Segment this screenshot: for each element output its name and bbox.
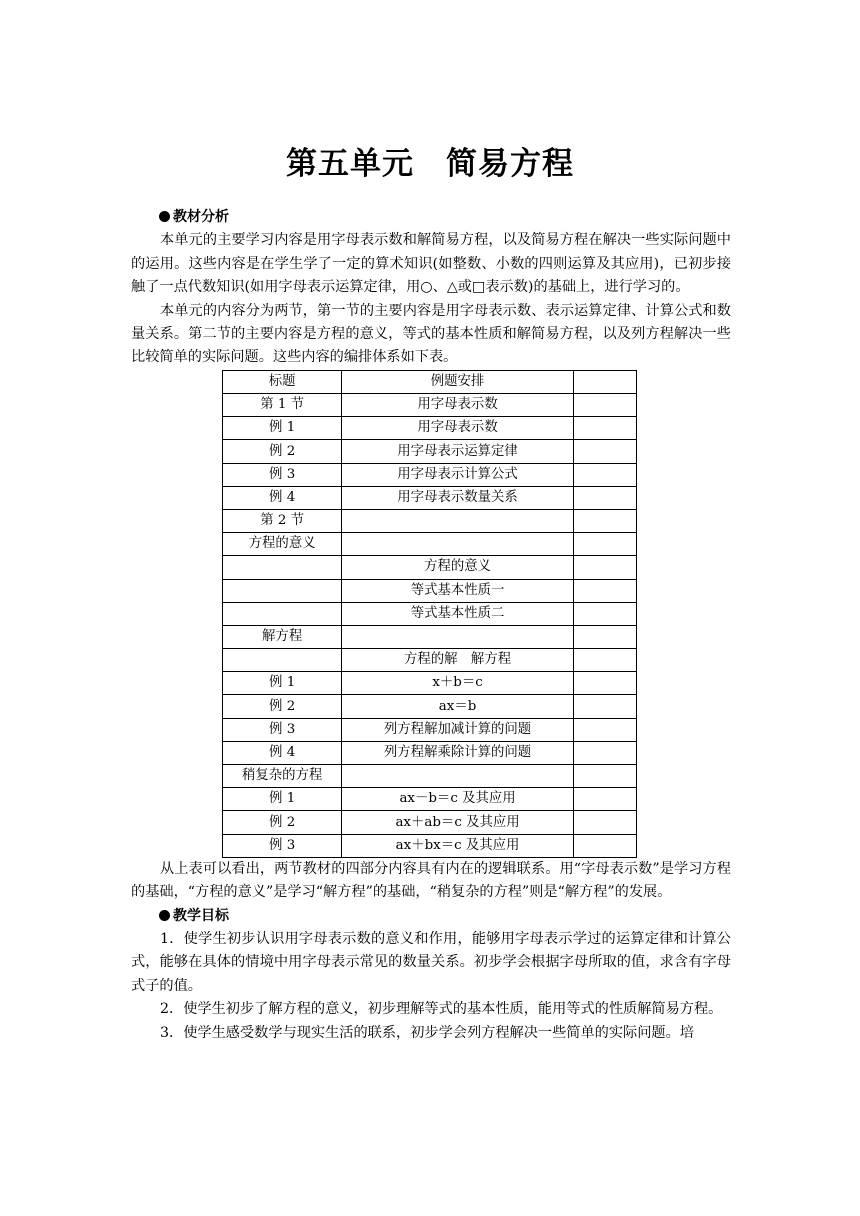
- table-cell: [573, 811, 636, 834]
- table-cell: 例 2: [223, 440, 342, 463]
- syllabus-table-body: [223, 370, 637, 857]
- table-row: [223, 695, 637, 718]
- table-row: [223, 533, 637, 556]
- paragraph: 从上表可以看出，两节教材的四部分内容具有内在的逻辑联系。用“字母表示数”是学习方程的基础，“方程的意义”是学习“解方程”的基础，“稍复杂的方程”则是“解方程”的发展。: [131, 860, 731, 901]
- table-cell: [573, 672, 636, 695]
- table-cell: 列方程解加减计算的问题: [342, 718, 574, 741]
- table-header-cell: [573, 370, 636, 393]
- table-cell: [573, 649, 636, 672]
- bullet-icon: [159, 910, 170, 921]
- table-cell: [342, 625, 574, 648]
- table-cell: 用字母表示数量关系: [342, 486, 574, 509]
- table-cell: [573, 834, 636, 857]
- table-cell: [573, 602, 636, 625]
- table-row: [223, 602, 637, 625]
- objective-item: 1．使学生初步认识用字母表示数的意义和作用，能够用字母表示学过的运算定律和计算公式，能够在具体的情境中用字母表示常见的数量关系。初步学会根据字母所取的值，求含有字母式子的值。: [131, 931, 731, 994]
- table-cell: [223, 649, 342, 672]
- table-cell: [573, 788, 636, 811]
- table-header-cell: 标题: [223, 370, 342, 393]
- table-cell: [573, 718, 636, 741]
- table-row: [223, 718, 637, 741]
- table-cell: [573, 463, 636, 486]
- objective-item: 3．使学生感受数学与现实生活的联系，初步学会列方程解决一些简单的实际问题。培: [160, 1024, 694, 1041]
- table-cell: [223, 556, 342, 579]
- document-body: [131, 206, 731, 1045]
- table-cell: [223, 579, 342, 602]
- section-heading-analysis: [159, 206, 731, 229]
- table-cell: 例 1: [223, 672, 342, 695]
- table-cell: 例 3: [223, 463, 342, 486]
- table-cell: 方程的意义: [342, 556, 574, 579]
- table-cell: 列方程解乘除计算的问题: [342, 741, 574, 764]
- table-row: [223, 579, 637, 602]
- table-cell: 例 1: [223, 417, 342, 440]
- table-cell: 例 3: [223, 834, 342, 857]
- paragraph: 本单元的主要学习内容是用字母表示数和解简易方程，以及简易方程在解决一些实际问题中的运用。这些内容是在学生学了一定的算术知识(如整数、小数的四则运算及其应用)，已初步接触了一点代数知识(如用字母表示运算定律，用○、△或□表示数)的基础上，进行学习的。: [131, 232, 731, 296]
- table-cell: 用字母表示计算公式: [342, 463, 574, 486]
- table-cell: 方程的解 解方程: [342, 649, 574, 672]
- table-row: [223, 649, 637, 672]
- table-cell: ax＝b: [342, 695, 574, 718]
- table-cell: ax－b＝c 及其应用: [342, 788, 574, 811]
- table-cell: [573, 556, 636, 579]
- table-row: [223, 463, 637, 486]
- table-cell: [573, 579, 636, 602]
- table-cell: x＋b＝c: [342, 672, 574, 695]
- table-cell: [573, 533, 636, 556]
- table-row: [223, 788, 637, 811]
- table-row: [223, 509, 637, 532]
- page-title: 第五单元 简易方程: [286, 146, 574, 182]
- table-row: [223, 417, 637, 440]
- table-cell: 用字母表示运算定律: [342, 440, 574, 463]
- section-heading-label: 教材分析: [173, 209, 229, 225]
- table-cell: 稍复杂的方程: [223, 765, 342, 788]
- paragraph: 本单元的内容分为两节，第一节的主要内容是用字母表示数、表示运算定律、计算公式和数量关系。第二节的主要内容是方程的意义，等式的基本性质和解简易方程，以及列方程解决一些比较简单的实际问题。这些内容的编排体系如下表。: [131, 302, 731, 366]
- table-row: [223, 394, 637, 417]
- table-cell: 等式基本性质一: [342, 579, 574, 602]
- table-row: [223, 440, 637, 463]
- table-cell: [573, 625, 636, 648]
- table-cell: [573, 417, 636, 440]
- table-cell: [573, 394, 636, 417]
- table-cell: [573, 741, 636, 764]
- table-cell: [573, 695, 636, 718]
- table-row: [223, 625, 637, 648]
- table-cell: 例 3: [223, 718, 342, 741]
- table-row: [223, 741, 637, 764]
- table-cell: 等式基本性质二: [342, 602, 574, 625]
- table-cell: 第 2 节: [223, 509, 342, 532]
- table-row: [223, 765, 637, 788]
- table-cell: ax＋ab＝c 及其应用: [342, 811, 574, 834]
- table-cell: [573, 765, 636, 788]
- table-cell: 解方程: [223, 625, 342, 648]
- table-row: [223, 834, 637, 857]
- table-cell: [573, 440, 636, 463]
- section-heading-objectives: [159, 905, 731, 928]
- table-cell: [573, 509, 636, 532]
- table-cell: [342, 509, 574, 532]
- table-cell: [342, 765, 574, 788]
- table-header-row: [223, 370, 637, 393]
- table-cell: 例 2: [223, 695, 342, 718]
- table-cell: 方程的意义: [223, 533, 342, 556]
- table-cell: 例 4: [223, 486, 342, 509]
- table-row: [223, 811, 637, 834]
- table-row: [223, 672, 637, 695]
- table-row: [223, 486, 637, 509]
- table-row: [223, 556, 637, 579]
- table-cell: [573, 486, 636, 509]
- table-cell: [342, 533, 574, 556]
- section-heading-label: 教学目标: [173, 907, 229, 924]
- table-cell: 用字母表示数: [342, 394, 574, 417]
- table-cell: 用字母表示数: [342, 417, 574, 440]
- bullet-icon: [159, 211, 170, 222]
- table-cell: 第 1 节: [223, 394, 342, 417]
- objective-item: 2．使学生初步了解方程的意义，初步理解等式的基本性质，能用等式的性质解简易方程。: [160, 1001, 723, 1018]
- syllabus-table: [222, 370, 637, 858]
- table-cell: ax＋bx＝c 及其应用: [342, 834, 574, 857]
- table-cell: [223, 602, 342, 625]
- table-cell: 例 4: [223, 741, 342, 764]
- table-cell: 例 2: [223, 811, 342, 834]
- table-cell: 例 1: [223, 788, 342, 811]
- table-header-cell: 例题安排: [342, 370, 574, 393]
